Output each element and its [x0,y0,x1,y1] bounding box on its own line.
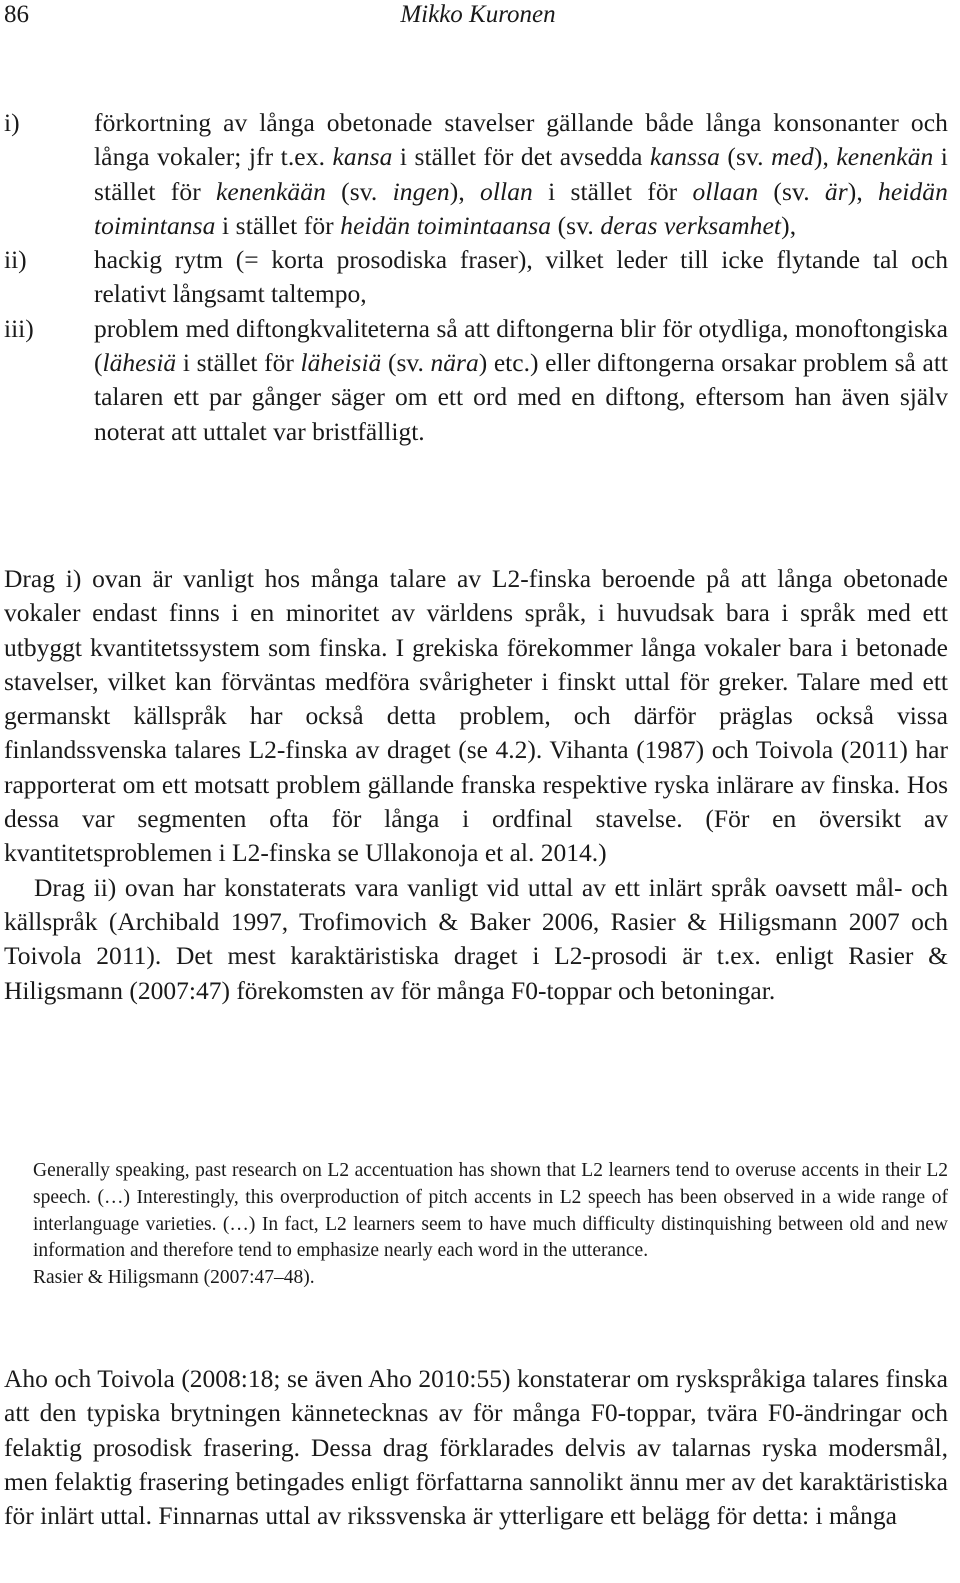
italic-term: heidän toimintansa [94,176,948,240]
italic-term: ollaan [692,176,759,206]
italic-term: kenenkään [216,176,326,206]
block-quote [33,1158,948,1292]
list-marker: iii) [4,313,34,343]
list-item [4,243,948,312]
list-marker: i) [4,108,20,137]
italic-term: heidän toimintaansa [340,210,552,240]
italic-term: kanssa [649,142,720,172]
body-paragraph [4,562,948,1008]
paragraph-text: Aho och Toivola (2008:18; se även Aho 2010:55) konstaterar om ryskspråkiga talares finska att den typiska brytningen kännetecknas av för många F0-toppar, tvära F0-ändringar och felaktig prosodisk frasering. Dessa drag förklarades delvis av talarnas ryska modersmål, men felaktig frasering betingades enligt författarna sannolikt ännu mer av det karaktäristiska för inlärt uttal. Finnarnas uttal av rikssvenska är ytterligare ett belägg för detta: i många [4,1364,948,1531]
italic-term: är [824,176,848,206]
body-paragraph [4,1362,948,1533]
italic-term: lähesiä [102,348,177,378]
italic-term: deras verksamhet [600,210,782,240]
running-head-author: Mikko Kuronen [400,1,556,28]
running-head [4,0,952,30]
italic-term: ollan [479,176,533,206]
italic-term: ingen [392,176,450,206]
list-item-text: problem med diftongkvaliteterna så att diftongerna blir för otydliga, monoftongiska (lähesiä i stället för läheisiä (sv. nära) etc.) eller diftongerna orsakar problem så att talaren ett par gånger säger om ett ord med en diftong, eftersom han även själv noterat att uttalet var bristfälligt. [94,313,949,446]
page-number: 86 [4,1,29,28]
list-item [4,312,948,449]
italic-term: läheisiä [300,348,382,378]
paragraph-text: Drag ii) ovan har konstaterats vara vanligt vid uttal av ett inlärt språk oavsett mål- och källspråk (Archibald 1997, Trofimovich & Baker 2006, Rasier & Hiligsmann 2007 och Toivola 2011). Det mest karaktäristiska draget i L2-prosodi är t.ex. enligt Rasier & Hiligsmann (2007:47) förekomsten av för många F0-toppar och betoningar. [4,872,948,1005]
paragraph-text: Drag i) ovan är vanligt hos många talare av L2-finska beroende på att långa obetonade vokaler endast finns i en minoritet av världens språk, i huvudsak bara i språk med ett utbyggt kvantitetssystem som finska. I grekiska förekommer långa vokaler bara i betonade stavelser, vilket kan förväntas medföra svårigheter i finskt uttal för greker. Talare med ett germanskt källspråk har också detta problem, och därför präglas också vissa finlandssvenska talares L2-finska av draget (se 4.2). Vihanta (1987) och Toivola (2011) har rapporterat om ett motsatt problem gällande franska respektive ryska inlärare av finska. Hos dessa var segmenten ofta för långa i ordfinal stavelse. (För en översikt av kvantitetsproblemen i L2-finska se Ullakonoja et al. 2014.) [4,564,948,868]
list-item-text: förkortning av långa obetonade stavelser gällande både långa konsonanter och långa vokaler; jfr t.ex. kansa i stället för det avsedda kanssa (sv. med), kenenkän i stället för kenenkään (sv. ingen), ollan i stället för ollaan (sv. är), heidän toimintansa i stället för heidän toimintaansa (sv. deras verksamhet), [94,108,948,240]
italic-term: kansa [332,142,393,172]
list-item [4,106,948,243]
italic-term: nära [430,348,479,378]
list-item-text: hackig rytm (= korta prosodiska fraser), vilket leder till icke flytande tal och relativt långsamt taltempo, [94,245,948,309]
italic-term: kenenkän [836,142,934,172]
list-marker: ii) [4,245,27,275]
quote-citation: Rasier & Hiligsmann (2007:47–48). [33,1267,315,1289]
italic-term: med [771,142,814,172]
quote-text: Generally speaking, past research on L2 accentuation has shown that L2 learners tend to overuse accents in their L2 speech. (…) Interestingly, this overproduction of pitch accents in L2 speech has been observed in a wide range of interlanguage varieties. (…) In fact, L2 learners seem to have much difficulty distinquishing between old and new information and therefore tend to emphasize nearly each word in the utterance. [33,1160,948,1262]
numbered-list [4,106,948,449]
